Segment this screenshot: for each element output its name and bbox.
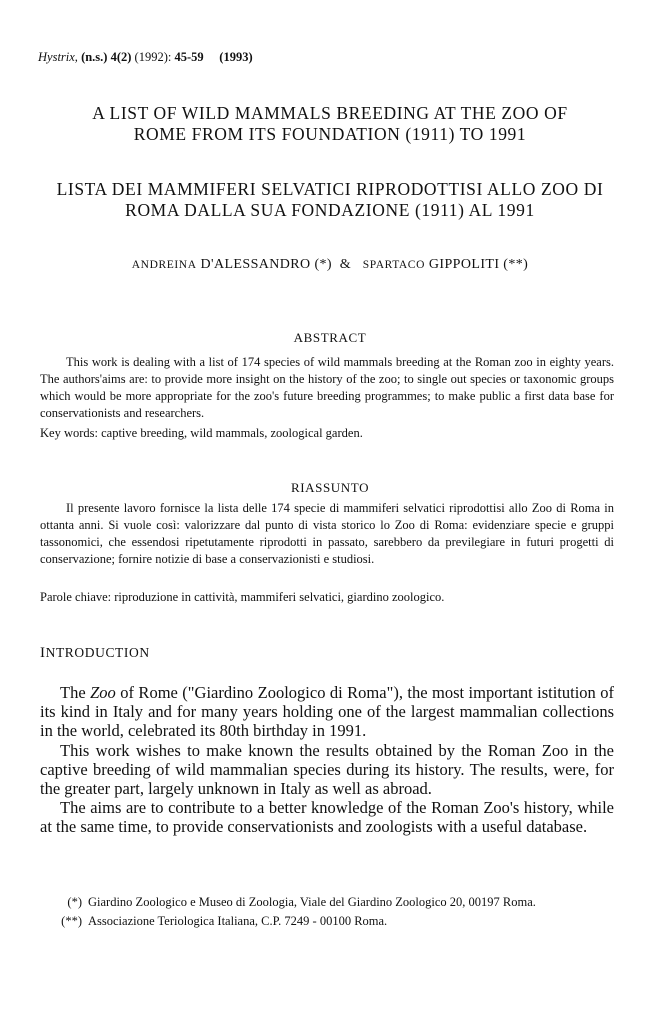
journal-year: (1992): [134, 50, 172, 64]
footnotes [46, 893, 626, 931]
footnote-2 [46, 912, 626, 931]
citation-line [38, 50, 253, 65]
title-italian-line-2: ROMA DALLA SUA FONDAZIONE (1911) AL 1991 [125, 200, 535, 220]
abstract-heading: ABSTRACT [293, 330, 367, 345]
author-separator: & [339, 257, 352, 272]
paragraph-1-rest: of Rome ("Giardino Zoologico di Roma"), the most important istitution of its kind in Italy and for many years holding one of the largest mammalian collections in the world, celebrated its 80th birthday in 1991. [40, 683, 614, 741]
title-italian [30, 179, 630, 221]
title-english-line-2: ROME FROM ITS FOUNDATION (1911) TO 1991 [133, 124, 527, 144]
journal-volume: 4(2) [110, 50, 132, 64]
introduction-body [40, 683, 614, 837]
author-line [30, 257, 630, 273]
introduction-heading [40, 645, 150, 662]
publication-year: (1993) [219, 50, 253, 64]
author-2-first-name: SPARTACO [362, 259, 425, 271]
journal-series: (n.s.) [81, 50, 108, 64]
footnote-2-mark: (**) [61, 914, 82, 928]
author-1-footnote-mark: (*) [314, 257, 332, 272]
footnote-1-text: Giardino Zoologico e Museo di Zoologia, Viale del Giardino Zoologico 20, 00197 Roma. [88, 895, 536, 909]
title-english-line-1: A LIST OF WILD MAMMALS BREEDING AT THE ZOO OF [92, 103, 568, 123]
author-1-first-name: ANDREINA [131, 259, 197, 271]
footnote-1-mark: (*) [67, 895, 82, 909]
footnote-2-text: Associazione Teriologica Italiana, C.P. 7249 - 00100 Roma. [88, 914, 388, 928]
keywords-english: Key words: captive breeding, wild mammals, zoological garden. [40, 426, 363, 440]
journal-pages: 45-59 [174, 50, 204, 64]
title-italian-line-1: LISTA DEI MAMMIFERI SELVATICI RIPRODOTTISI ALLO ZOO DI [56, 179, 604, 199]
journal-name: Hystrix, [38, 50, 78, 64]
author-1-last-name: D'ALESSANDRO [200, 257, 311, 272]
introduction-heading-rest: NTRODUCTION [45, 645, 150, 660]
introduction-paragraph-2: This work wishes to make known the results obtained by the Roman Zoo in the captive breeding of wild mammalian species during its history. The results, were, for the greater part, largely unknown in Italy as well as abroad. [40, 740, 614, 799]
introduction-paragraph-3: The aims are to contribute to a better knowledge of the Roman Zoo's history, while at the same time, to provide conservationists and zoologists with a useful database. [40, 798, 614, 837]
author-2-footnote-mark: (**) [503, 257, 529, 272]
paragraph-1-start: The [60, 683, 91, 702]
introduction-heading-initial: I [40, 645, 46, 661]
footnote-1 [46, 893, 626, 912]
introduction-paragraph-1 [40, 683, 614, 741]
author-2-last-name: GIPPOLITI [428, 257, 500, 272]
paragraph-1-italic: Zoo [90, 683, 116, 702]
title-english [30, 103, 630, 145]
riassunto-text: Il presente lavoro fornisce la lista delle 174 specie di mammiferi selvatici riprodottisi allo Zoo di Roma in ottanta anni. Si vuole così: valorizzare dal punto di vista storico lo Zoo di Roma: evidenziare specie e gruppi tassonomici, che essendosi ripetutamente riprodotti in passato, sarebbero da previlegiare in futuri progetti di conservazione; fornire notizie di base a conservazionisti e studiosi. [40, 501, 614, 566]
keywords-italian: Parole chiave: riproduzione in cattività, mammiferi selvatici, giardino zoologico. [40, 590, 445, 604]
riassunto-heading: RIASSUNTO [290, 480, 370, 495]
abstract-text: This work is dealing with a list of 174 species of wild mammals breeding at the Roman zoo in eighty years. The authors'aims are: to provide more insight on the history of the zoo; to single out species or taxonomic groups which would be more appropriate for the zoo's future breeding programmes; to make public a first data base for conservationists and researchers. [40, 355, 614, 420]
